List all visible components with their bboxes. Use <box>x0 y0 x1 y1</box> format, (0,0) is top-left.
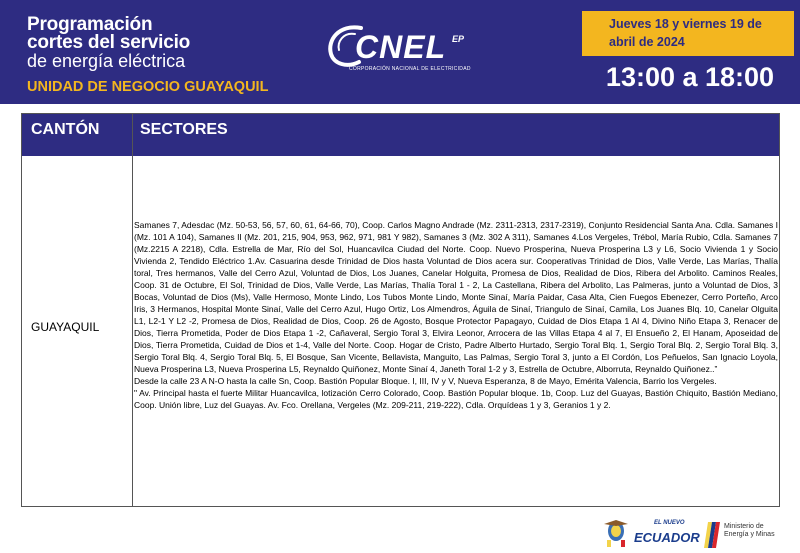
title-line-2: cortes del servicio <box>27 32 191 53</box>
ministerio-label <box>724 523 775 539</box>
column-header-canton: CANTÓN <box>31 121 100 138</box>
el-nuevo-label: EL NUEVO <box>654 520 685 526</box>
logo-subtitle: CORPORACIÓN NACIONAL DE ELECTRICIDAD <box>349 66 471 72</box>
title-line-3: de energía eléctrica <box>27 51 186 71</box>
cnel-logo <box>325 22 485 74</box>
header-banner <box>0 0 800 104</box>
date-box <box>582 11 794 56</box>
footer-logos <box>602 516 800 553</box>
column-header-sectores: SECTORES <box>140 121 228 138</box>
table-header <box>22 114 779 156</box>
ministerio-line-1: Ministerio de <box>724 523 764 530</box>
schedule-table <box>21 113 780 507</box>
page-title <box>27 16 190 70</box>
ministerio-line-2: Energía y Minas <box>724 531 775 538</box>
ecuador-flag-stripes-icon <box>704 522 720 548</box>
logo-wordmark: CNEL <box>355 29 447 65</box>
time-range: 13:00 a 18:00 <box>605 62 775 92</box>
sectores-paragraph: Desde la calle 23 A N-O hasta la calle Sn, Coop. Bastión Popular Bloque. I, III, IV y V, Nueva Esperanza, 8 de Mayo, Eméritа Valencia, Barrio los Vergeles. <box>134 376 717 386</box>
date-line-1: Jueves 18 y viernes 19 de <box>609 17 762 31</box>
canton-cell: GUAYAQUIL <box>31 320 100 334</box>
ecuador-coat-of-arms-icon <box>602 516 630 548</box>
sectores-paragraph: " Av. Principal hasta el fuerte Militar Huancavilca, lotización Cerro Colorado, Coop. Bastión Popular bloque. 1b, Coop. Luz del Guayas, Bastión Chiquito, Bastión Mediano, Coop. Unión libre, Luz del Guayas. Av. Fco. Orellana, Vergeles (Mz. 209-211, 219-222), Cdla. Orquídeas 1 y 3, Geranios 1 y 2. <box>134 388 778 410</box>
column-divider <box>132 114 133 506</box>
business-unit-label: UNIDAD DE NEGOCIO GUAYAQUIL <box>27 79 269 95</box>
sectores-paragraph: Samanes 7, Adesdac (Mz. 50-53, 56, 57, 60, 61, 64-66, 70), Coop. Carlos Magno Andrade (Mz. 2311-2313, 2317-2319), Conjunto Residencial Santa Ana. Cdla. Samanes I (Mz. 101 A 104), Samanes II (Mz. 201, 215, 904, 953, 962, 971, 981 Y 982), Samanes 3 (Mz. 302 A 311), Samanes 4.Los Vergeles, Trébol, María Rubio, Cdla. Samanes 7 (Mz.2215 A 2218), Cdla. Estrella de Mar, Río del Sol, Huancavilca Ciudad del Norte. Coop. Nuevo Prosperina, Nueva Prosperina L3 y L6, Socio Vivienda 1 y Socio Vivienda 2, Tendido Eléctrico 1.Av. Casuarina desde Trinidad de Dios hasta Voluntad de Dios acera sur. Cooperativas Trinidad de Dios, Valle Verde, Las Marías, Thalía toral, Tres hermanos, Valle del Cerro Azul, Voluntad de Dios, Los Juanes, Canelar Holguita, Promesa de Dios, Realidad de Dios, Ribera del Arbolito. Caminos Reales, Coop. 31 de Octubre, El Sol, Trinidad de Dios, Valle Verde, Las Marías, Thalía Toral 1 - 2, La Castellana, Ribera del Arbolito, Las Palmeras, junto a Voluntad de Dios, 3 Bocas, Voluntad de Dios (Ms), Valle Hermoso, Monte Lindo, Los Tubos Monte Lindo, Monte Sinaí, María Paidar, Casa Alta, Cien Fuegos Ebenezer, Cerro Porteño, Arco Iris, 3 Hermanos, Hospital Monte Sinaí, Valle del Cerro Azul, Hugo Ortiz, Los Almendros, Águila de Sinaí, Triangulo de Sinaí, Camila, Los Juanes Blq. 10, Canelar Olguita L1, L2-1 Y L2 -2, Promesa de Dios, Realidad de Dios, Coop. 26 de Agosto, Bosque Protector Papagayo, Cuidad de Dios Etapa 1 Al 4, Divino Niño Etapa 3, Renacer de Dios, Tierra Prometida, Poder de Dios Etapa 1 -2, Cañaveral, Sergio Toral 3, Elvira Leonor, Arrocera de las Villas Etapa 4 al 7, El Ensueño 2, El Hanam, Aposeidad de Dios, Tierra Prometida, Cuidad de Dios et 1-4, Valle del Norte. Coop. Hogar de Cristo, Padre Alberto Hurtado, Sergio Toral Blq. 1, Sergio Toral Blq. 2, Sergio Toral Blq. 3, Sergio Toral Blq. 4, Sergio Toral Blq. 5, El Bosque, San Vicente, Bellavista, Manguito, Las Palmas, Sergio Toral 3, junto a El Cordón, Los Peñuelos, San Ignacio Loyola, Nueva Prosperina L3, Nueva Prosperina L5, Reynaldo Quiñonez, Monte Sinaí 4, Janeth Toral 1-2 y 3, Estrella de Octubre, Alborruta, Reynaldo Quiñonez..” <box>134 220 778 374</box>
logo-suffix: EP <box>452 34 465 44</box>
date-line-2: abril de 2024 <box>609 35 685 49</box>
sectores-cell <box>134 219 778 411</box>
ecuador-wordmark: ECUADOR <box>634 530 700 545</box>
title-line-1: Programación <box>27 14 153 35</box>
